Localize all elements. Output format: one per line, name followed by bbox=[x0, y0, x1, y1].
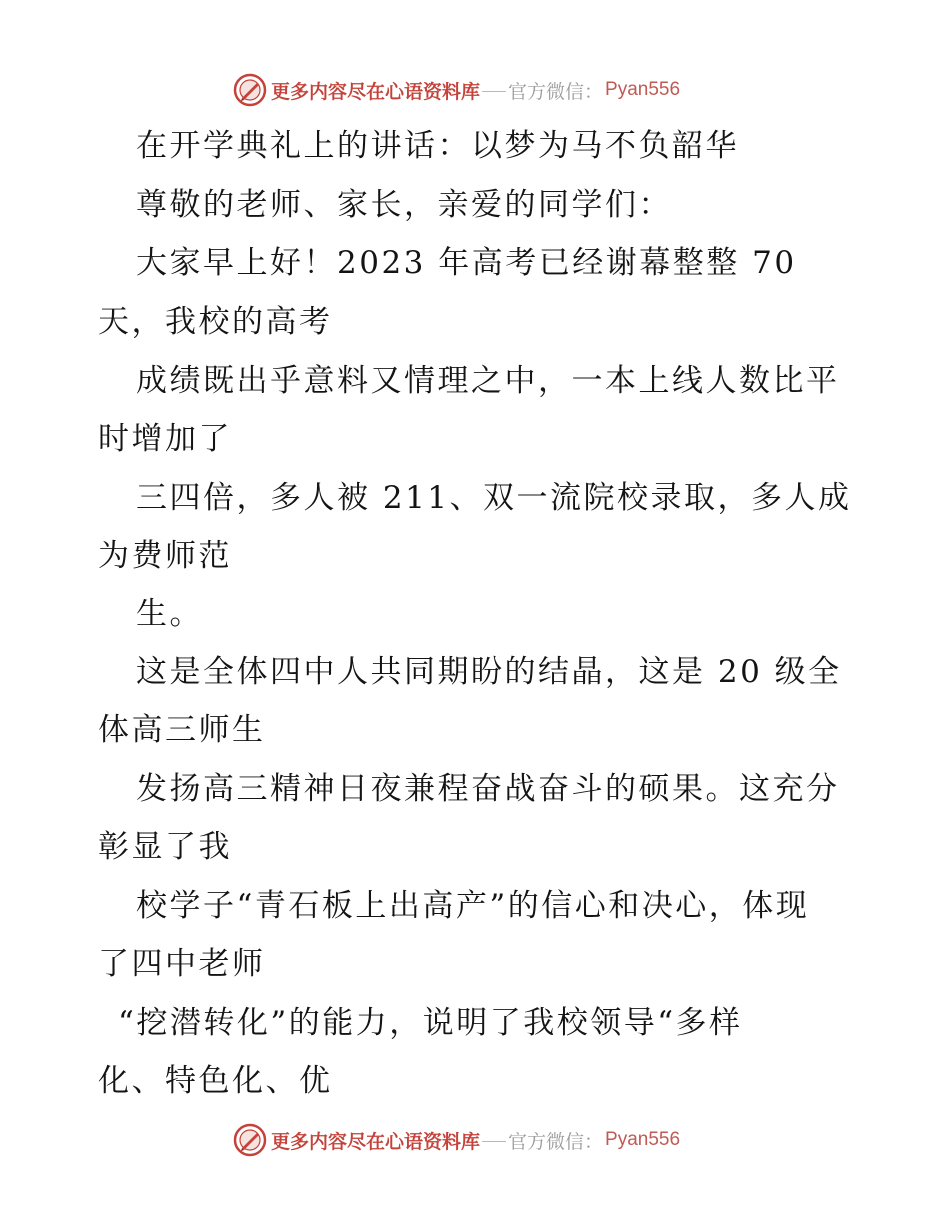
banner-divider bbox=[482, 91, 506, 92]
banner-divider bbox=[482, 1141, 506, 1142]
document-line: 校学子“青石板上出高产”的信心和决心，体现 bbox=[136, 888, 810, 924]
document-line: 天，我校的高考 bbox=[98, 304, 333, 340]
document-line: 这是全体四中人共同期盼的结晶，这是 20 级全 bbox=[136, 654, 842, 690]
document-line: 大家早上好！2023 年高考已经谢幕整整 70 bbox=[136, 245, 797, 281]
banner-wechat-label: 官方微信： bbox=[508, 80, 604, 103]
banner-wechat-id: Pyan556 bbox=[605, 1129, 681, 1150]
footer-watermark-banner bbox=[233, 1122, 680, 1158]
document-line: “挖潜转化”的能力，说明了我校领导“多样 bbox=[118, 1005, 743, 1041]
pen-logo-icon bbox=[233, 1123, 267, 1157]
banner-wechat-label: 官方微信： bbox=[508, 1130, 604, 1153]
document-line: 彰显了我 bbox=[98, 829, 232, 865]
document-line: 三四倍，多人被 211、双一流院校录取，多人成 bbox=[136, 480, 852, 516]
document-title: 在开学典礼上的讲话：以梦为马不负韶华 bbox=[136, 128, 739, 164]
document-line: 成绩既出乎意料又情理之中，一本上线人数比平 bbox=[136, 363, 840, 399]
document-line: 体高三师生 bbox=[98, 712, 266, 748]
document-line: 发扬高三精神日夜兼程奋战奋斗的硕果。这充分 bbox=[136, 771, 840, 807]
document-line: 时增加了 bbox=[98, 421, 232, 457]
banner-wechat-id: Pyan556 bbox=[605, 79, 681, 100]
document-line: 了四中老师 bbox=[98, 946, 266, 982]
document-line: 尊敬的老师、家长，亲爱的同学们： bbox=[136, 187, 672, 223]
banner-site-text: 更多内容尽在心语资料库 bbox=[271, 80, 481, 103]
pen-logo-icon bbox=[233, 73, 267, 107]
document-line: 生。 bbox=[136, 596, 203, 632]
banner-site-text: 更多内容尽在心语资料库 bbox=[271, 1130, 481, 1153]
document-line: 化、特色化、优 bbox=[98, 1063, 333, 1099]
header-watermark-banner bbox=[233, 72, 680, 108]
document-line: 为费师范 bbox=[98, 538, 232, 574]
